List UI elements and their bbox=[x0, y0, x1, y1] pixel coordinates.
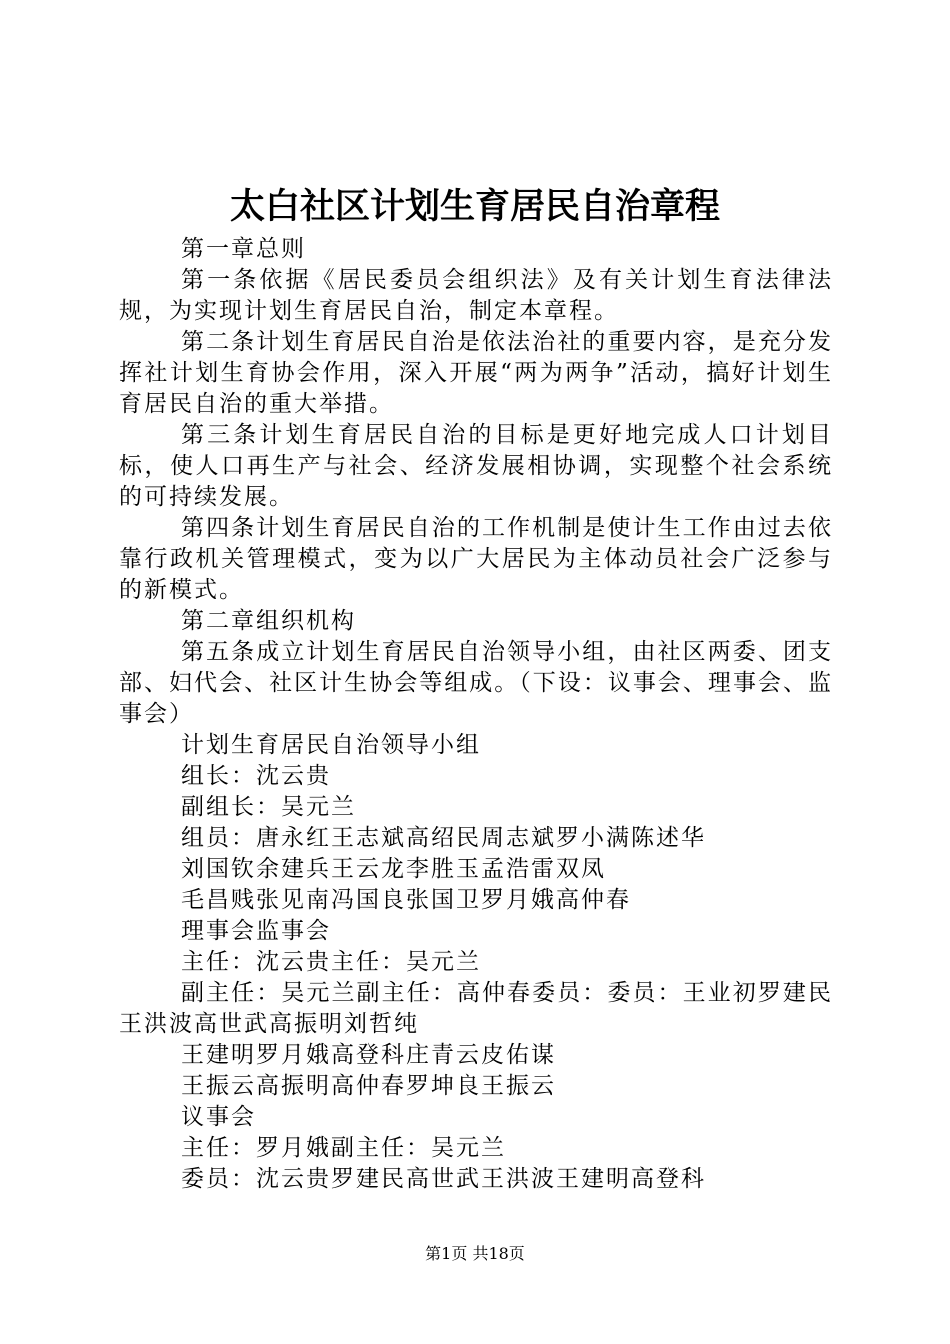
article-paragraph: 第五条成立计划生育居民自治领导小组，由社区两委、团支部、妇代会、社区计生协会等组成。（下设：议事会、理事会、监事会） bbox=[119, 639, 833, 727]
member-line: 委员：沈云贵罗建民高世武王洪波王建明高登科 bbox=[181, 1166, 706, 1192]
article-paragraph: 第一条依据《居民委员会组织法》及有关计划生育法律法规，为实现计划生育居民自治，制定本章程。 bbox=[119, 267, 833, 324]
group-heading: 计划生育居民自治领导小组 bbox=[181, 732, 481, 758]
article-paragraph: 第四条计划生育居民自治的工作机制是使计生工作由过去依靠行政机关管理模式，变为以广大居民为主体动员社会广泛参与的新模式。 bbox=[119, 515, 833, 603]
member-line: 主任：沈云贵主任：吴元兰 bbox=[181, 949, 481, 975]
member-line: 组长：沈云贵 bbox=[181, 763, 331, 789]
article-paragraph: 第三条计划生育居民自治的目标是更好地完成人口计划目标，使人口再生产与社会、经济发展相协调，实现整个社会系统的可持续发展。 bbox=[119, 422, 833, 510]
member-line: 主任：罗月娥副主任：吴元兰 bbox=[181, 1135, 506, 1161]
member-line: 副主任：吴元兰副主任：高仲春委员：委员：王业初罗建民王洪波高世武高振明刘哲纯 bbox=[119, 980, 833, 1037]
group-heading: 理事会监事会 bbox=[181, 918, 331, 944]
chapter-heading: 第二章组织机构 bbox=[181, 608, 356, 634]
member-line: 王振云高振明高仲春罗坤良王振云 bbox=[181, 1073, 556, 1099]
chapter-heading: 第一章总则 bbox=[181, 236, 306, 262]
group-heading: 议事会 bbox=[181, 1104, 256, 1130]
member-line: 副组长：吴元兰 bbox=[181, 794, 356, 820]
member-line: 刘国钦余建兵王云龙李胜玉孟浩雷双凤 bbox=[181, 856, 606, 882]
page-footer: 第1页 共18页 bbox=[425, 1244, 525, 1263]
member-line: 王建明罗月娥高登科庄青云皮佑谋 bbox=[181, 1042, 556, 1068]
member-line: 毛昌贱张见南冯国良张国卫罗月娥高仲春 bbox=[181, 887, 631, 913]
article-paragraph: 第二条计划生育居民自治是依法治社的重要内容，是充分发挥社计划生育协会作用，深入开展“两为两争”活动，搞好计划生育居民自治的重大举措。 bbox=[119, 329, 833, 417]
document-body bbox=[119, 234, 833, 1195]
document-title: 太白社区计划生育居民自治章程 bbox=[229, 187, 720, 227]
member-line: 组员：唐永红王志斌高绍民周志斌罗小满陈述华 bbox=[181, 825, 706, 851]
